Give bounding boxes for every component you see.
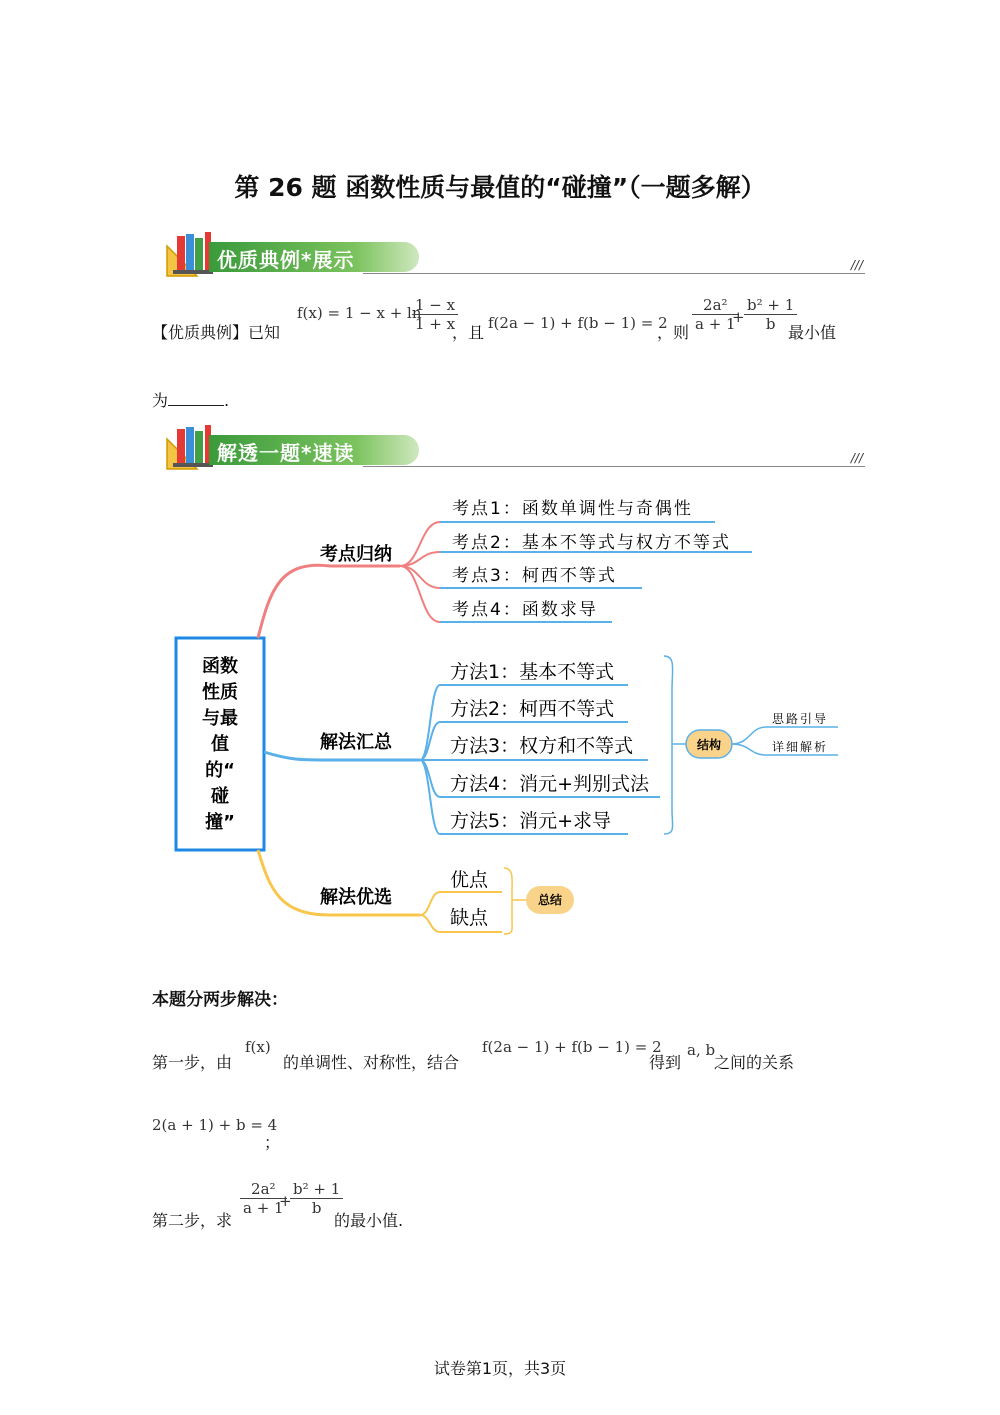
books-ruler-icon	[163, 425, 215, 471]
branch-line-2	[264, 752, 420, 760]
b3-item-2: 缺点	[450, 907, 489, 929]
banner-title: 优质典例*展示	[217, 248, 355, 272]
mind-map	[0, 480, 1000, 950]
example-line2: 为 .	[152, 391, 230, 410]
step1-condition: f(2a − 1) + f(b − 1) = 2	[482, 1038, 662, 1056]
summary-bracket	[504, 868, 512, 934]
branch-label-3: 解法优选	[320, 887, 392, 908]
example-ln-fraction: $\frac{1 - x}{1 + x}$	[412, 296, 458, 333]
center-text-line: 函数	[202, 656, 238, 677]
center-text-line: 与最	[202, 708, 238, 729]
b2-item-5: 方法5：消元+求导	[450, 810, 612, 832]
example-sep1: ，且	[452, 323, 485, 342]
page-title: 第 26 题 函数性质与最值的“碰撞”（一题多解）	[234, 173, 766, 202]
structure-item-2: 详细解析	[772, 740, 829, 754]
center-text-line: 值	[211, 734, 229, 755]
step2-term1: $\frac{\text{2a²}}{a + 1}$	[240, 1180, 287, 1217]
banner-slash: ///	[850, 258, 863, 272]
page-footer: 试卷第1页，共3页	[433, 1359, 567, 1378]
b2-item-3: 方法3：权方和不等式	[450, 735, 634, 757]
center-text-line: 性质	[202, 682, 238, 703]
example-condition: f(2a − 1) + f(b − 1) = 2	[488, 314, 668, 332]
example-term1: $\frac{\text{2a²}}{a + 1}$	[692, 296, 739, 333]
example-term2: $\frac{\text{b² + 1}}{b}$	[744, 296, 797, 333]
structure-item-1: 思路引导	[772, 712, 829, 726]
structure-bracket	[664, 656, 673, 834]
branch-line-1	[258, 565, 400, 638]
example-label: 【优质典例】已知	[152, 323, 281, 342]
relation: 2(a + 1) + b = 4	[152, 1116, 278, 1134]
step1-ab: a, b	[687, 1041, 716, 1059]
example-problem	[152, 296, 852, 352]
b2-item-4: 方法4：消元+判别式法	[450, 773, 650, 795]
b3-item-1: 优点	[450, 869, 489, 891]
banner-slash: ///	[850, 451, 863, 465]
branch-label-2: 解法汇总	[320, 732, 392, 753]
b1-item-3: 考点3：柯西不等式	[452, 566, 617, 586]
step2-line: 第二步，求 $\frac{\text{2a²}}{a + 1}$ + $\frac{\text{b² + 1}}{b}$ 的最小值.	[152, 1180, 404, 1230]
example-tail: 最小值	[788, 323, 837, 342]
b1-item-4: 考点4：函数求导	[452, 600, 598, 620]
section-banner-overview	[163, 425, 865, 471]
step2-term2: $\frac{\text{b² + 1}}{b}$	[290, 1180, 343, 1217]
b1-item-1: 考点1：函数单调性与奇偶性	[452, 499, 693, 519]
center-text-line: 碰	[211, 786, 229, 807]
banner-title: 解透一题*速读	[217, 441, 355, 465]
example-sep2: ，则	[657, 323, 690, 342]
banner-rule	[363, 466, 865, 467]
center-text-line: 的“	[205, 760, 235, 781]
books-ruler-icon	[163, 232, 215, 278]
branch-label-1: 考点归纳	[320, 544, 392, 565]
b2-item-1: 方法1：基本不等式	[450, 661, 615, 683]
section-banner-example	[163, 232, 865, 278]
example-plus: +	[732, 308, 745, 326]
solution-heading: 本题分两步解决：	[152, 990, 288, 1010]
step1-line: 第一步，由 f(x) 的单调性、对称性，结合 f(2a − 1) + f(b − 1) = 2 得到 a, b 之间的关系	[152, 1038, 795, 1072]
answer-blank	[168, 405, 224, 406]
banner-rule	[363, 273, 865, 274]
relation-line: 2(a + 1) + b = 4 ；	[152, 1116, 281, 1152]
summary-label: 总结	[537, 893, 563, 907]
b2-item-2: 方法2：柯西不等式	[450, 698, 615, 720]
center-text-line: 撞”	[205, 812, 235, 833]
example-function: f(x) = 1 − x + ln	[297, 304, 422, 322]
b1-item-2: 考点2：基本不等式与权方不等式	[452, 533, 731, 553]
step1-fx: f(x)	[245, 1038, 271, 1056]
structure-label: 结构	[696, 738, 722, 752]
